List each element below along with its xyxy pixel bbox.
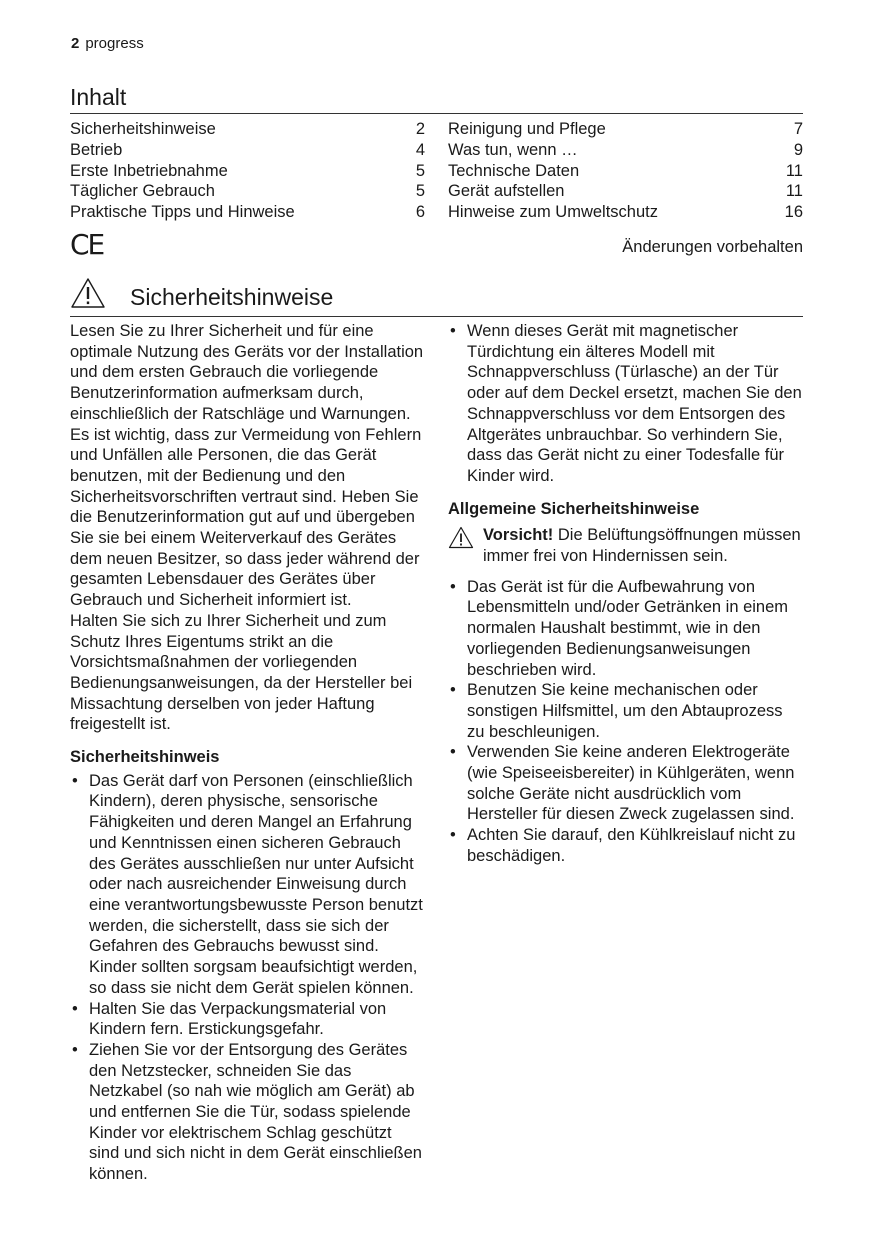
warning-triangle-icon: [70, 277, 106, 309]
toc-entry[interactable]: Reinigung und Pflege 7: [448, 120, 803, 138]
toc-title: Inhalt: [70, 84, 127, 110]
list-item: • Das Gerät darf von Personen (einschließlich Kindern), deren physische, sensorische Fähigkeiten und deren Mangel an Erfahrung und Kenntnissen einen sicheren Gebrauch des Gerätes ausschließen nur unter Aufsicht oder nach ausreichender Einweisung durch eine verantwortungsbewusste Person benutzt werden, die sicherstellt, dass sie sich der Gefahren des Gebrauchs bewusst sind. Kinder sollten sorgsam beaufsichtigt werden, so dass sie nicht dem Gerät spielen können.: [70, 771, 426, 999]
section-divider: [70, 316, 803, 317]
caution-label: Vorsicht!: [483, 526, 554, 545]
toc-left-column: [70, 119, 425, 223]
toc-entry[interactable]: Sicherheitshinweise 2: [70, 120, 425, 138]
list-item: • Das Gerät ist für die Aufbewahrung von Lebensmitteln und/oder Getränken in einem normalen Haushalt bestimmt, wie in den vorliegenden Bedienungsanweisungen beschrieben wird.: [448, 577, 804, 681]
list-item: • Ziehen Sie vor der Entsorgung des Gerätes den Netzstecker, schneiden Sie das Netzkabel (so nah wie möglich am Gerät) ab und entfernen Sie die Tür, sodass spielende Kinder vor elektrischem Schlag geschützt sind und sich nicht in dem Gerät einschließen können.: [70, 1040, 426, 1185]
warning-triangle-icon: [448, 526, 474, 549]
list-item: • Wenn dieses Gerät mit magnetischer Türdichtung ein älteres Modell mit Schnappverschluss (Türlasche) an der Tür oder auf dem Deckel ersetzt, machen Sie den Schnappverschluss vor dem Entsorgen des Altgerätes unbrauchbar. So verhindern Sie, dass das Gerät nicht zu einer Todesfalle für Kinder wird.: [448, 321, 804, 487]
toc-entry[interactable]: Betrieb 4: [70, 140, 425, 159]
toc-entry[interactable]: Technische Daten 11: [448, 161, 803, 180]
list-item: • Achten Sie darauf, den Kühlkreislauf nicht zu beschädigen.: [448, 825, 804, 866]
toc-right-column: [448, 119, 803, 223]
section-title: Sicherheitshinweise: [130, 284, 334, 310]
ce-mark-icon: CE: [70, 228, 104, 261]
brand-name: progress: [85, 35, 144, 52]
caution-note: [448, 525, 804, 566]
list-item: • Halten Sie das Verpackungsmaterial von Kindern fern. Erstickungsgefahr.: [70, 999, 426, 1040]
toc-entry[interactable]: Was tun, wenn … 9: [448, 140, 803, 159]
bullet-list: [70, 771, 426, 1185]
left-text-column: [70, 321, 426, 1185]
changes-note: Änderungen vorbehalten: [622, 238, 803, 256]
toc-entry[interactable]: Erste Inbetriebnahme 5: [70, 161, 425, 180]
subheading: Allgemeine Sicherheitshinweise: [448, 499, 700, 518]
bullet-list: [448, 321, 804, 487]
subheading: Sicherheitshinweis: [70, 748, 220, 767]
toc-entry[interactable]: Hinweise zum Umweltschutz 16: [448, 203, 803, 222]
page-header: [71, 35, 144, 52]
list-item: • Verwenden Sie keine anderen Elektrogeräte (wie Speiseeisbereiter) in Kühlgeräten, wenn solche Geräte nicht ausdrücklich vom Hersteller für diesen Zweck zugelassen sind.: [448, 742, 804, 825]
caution-text: Die Belüftungsöffnungen müssen immer frei von Hindernissen sein.: [483, 526, 801, 566]
intro-paragraph: Lesen Sie zu Ihrer Sicherheit und für eine optimale Nutzung des Geräts vor der Installation und dem ersten Gebrauch die vorliegende Benutzerinformation aufmerksam durch, einschließlich der Ratschläge und Warnungen. Es ist wichtig, dass zur Vermeidung von Fehlern und Unfällen alle Personen, die das Gerät benutzen, mit der Bedienung und den Sicherheitsvorschriften vertraut sind. Heben Sie die Benutzerinformation gut auf und übergeben Sie sie bei einem Weiterverkauf des Gerätes dem neuen Besitzer, so dass jeder während der gesamten Lebensdauer des Gerätes über Gebrauch und Sicherheit informiert ist.: [70, 322, 424, 610]
bullet-list: [448, 577, 804, 867]
toc-entry[interactable]: Gerät aufstellen 11: [448, 182, 803, 201]
right-text-column: [448, 321, 804, 867]
list-item: • Benutzen Sie keine mechanischen oder sonstigen Hilfsmittel, um den Abtauprozess zu beschleunigen.: [448, 680, 804, 742]
toc-entry[interactable]: Praktische Tipps und Hinweise 6: [70, 203, 425, 222]
toc-entry[interactable]: Täglicher Gebrauch 5: [70, 182, 425, 201]
intro-paragraph: Halten Sie sich zu Ihrer Sicherheit und zum Schutz Ihres Eigentums strikt an die Vorsichtsmaßnahmen der vorliegenden Bedienungsanweisungen, da der Hersteller bei Missachtung derselben von jeder Haftung freigestellt ist.: [70, 611, 413, 734]
toc-divider: [70, 113, 803, 114]
page-number: 2: [71, 35, 80, 52]
